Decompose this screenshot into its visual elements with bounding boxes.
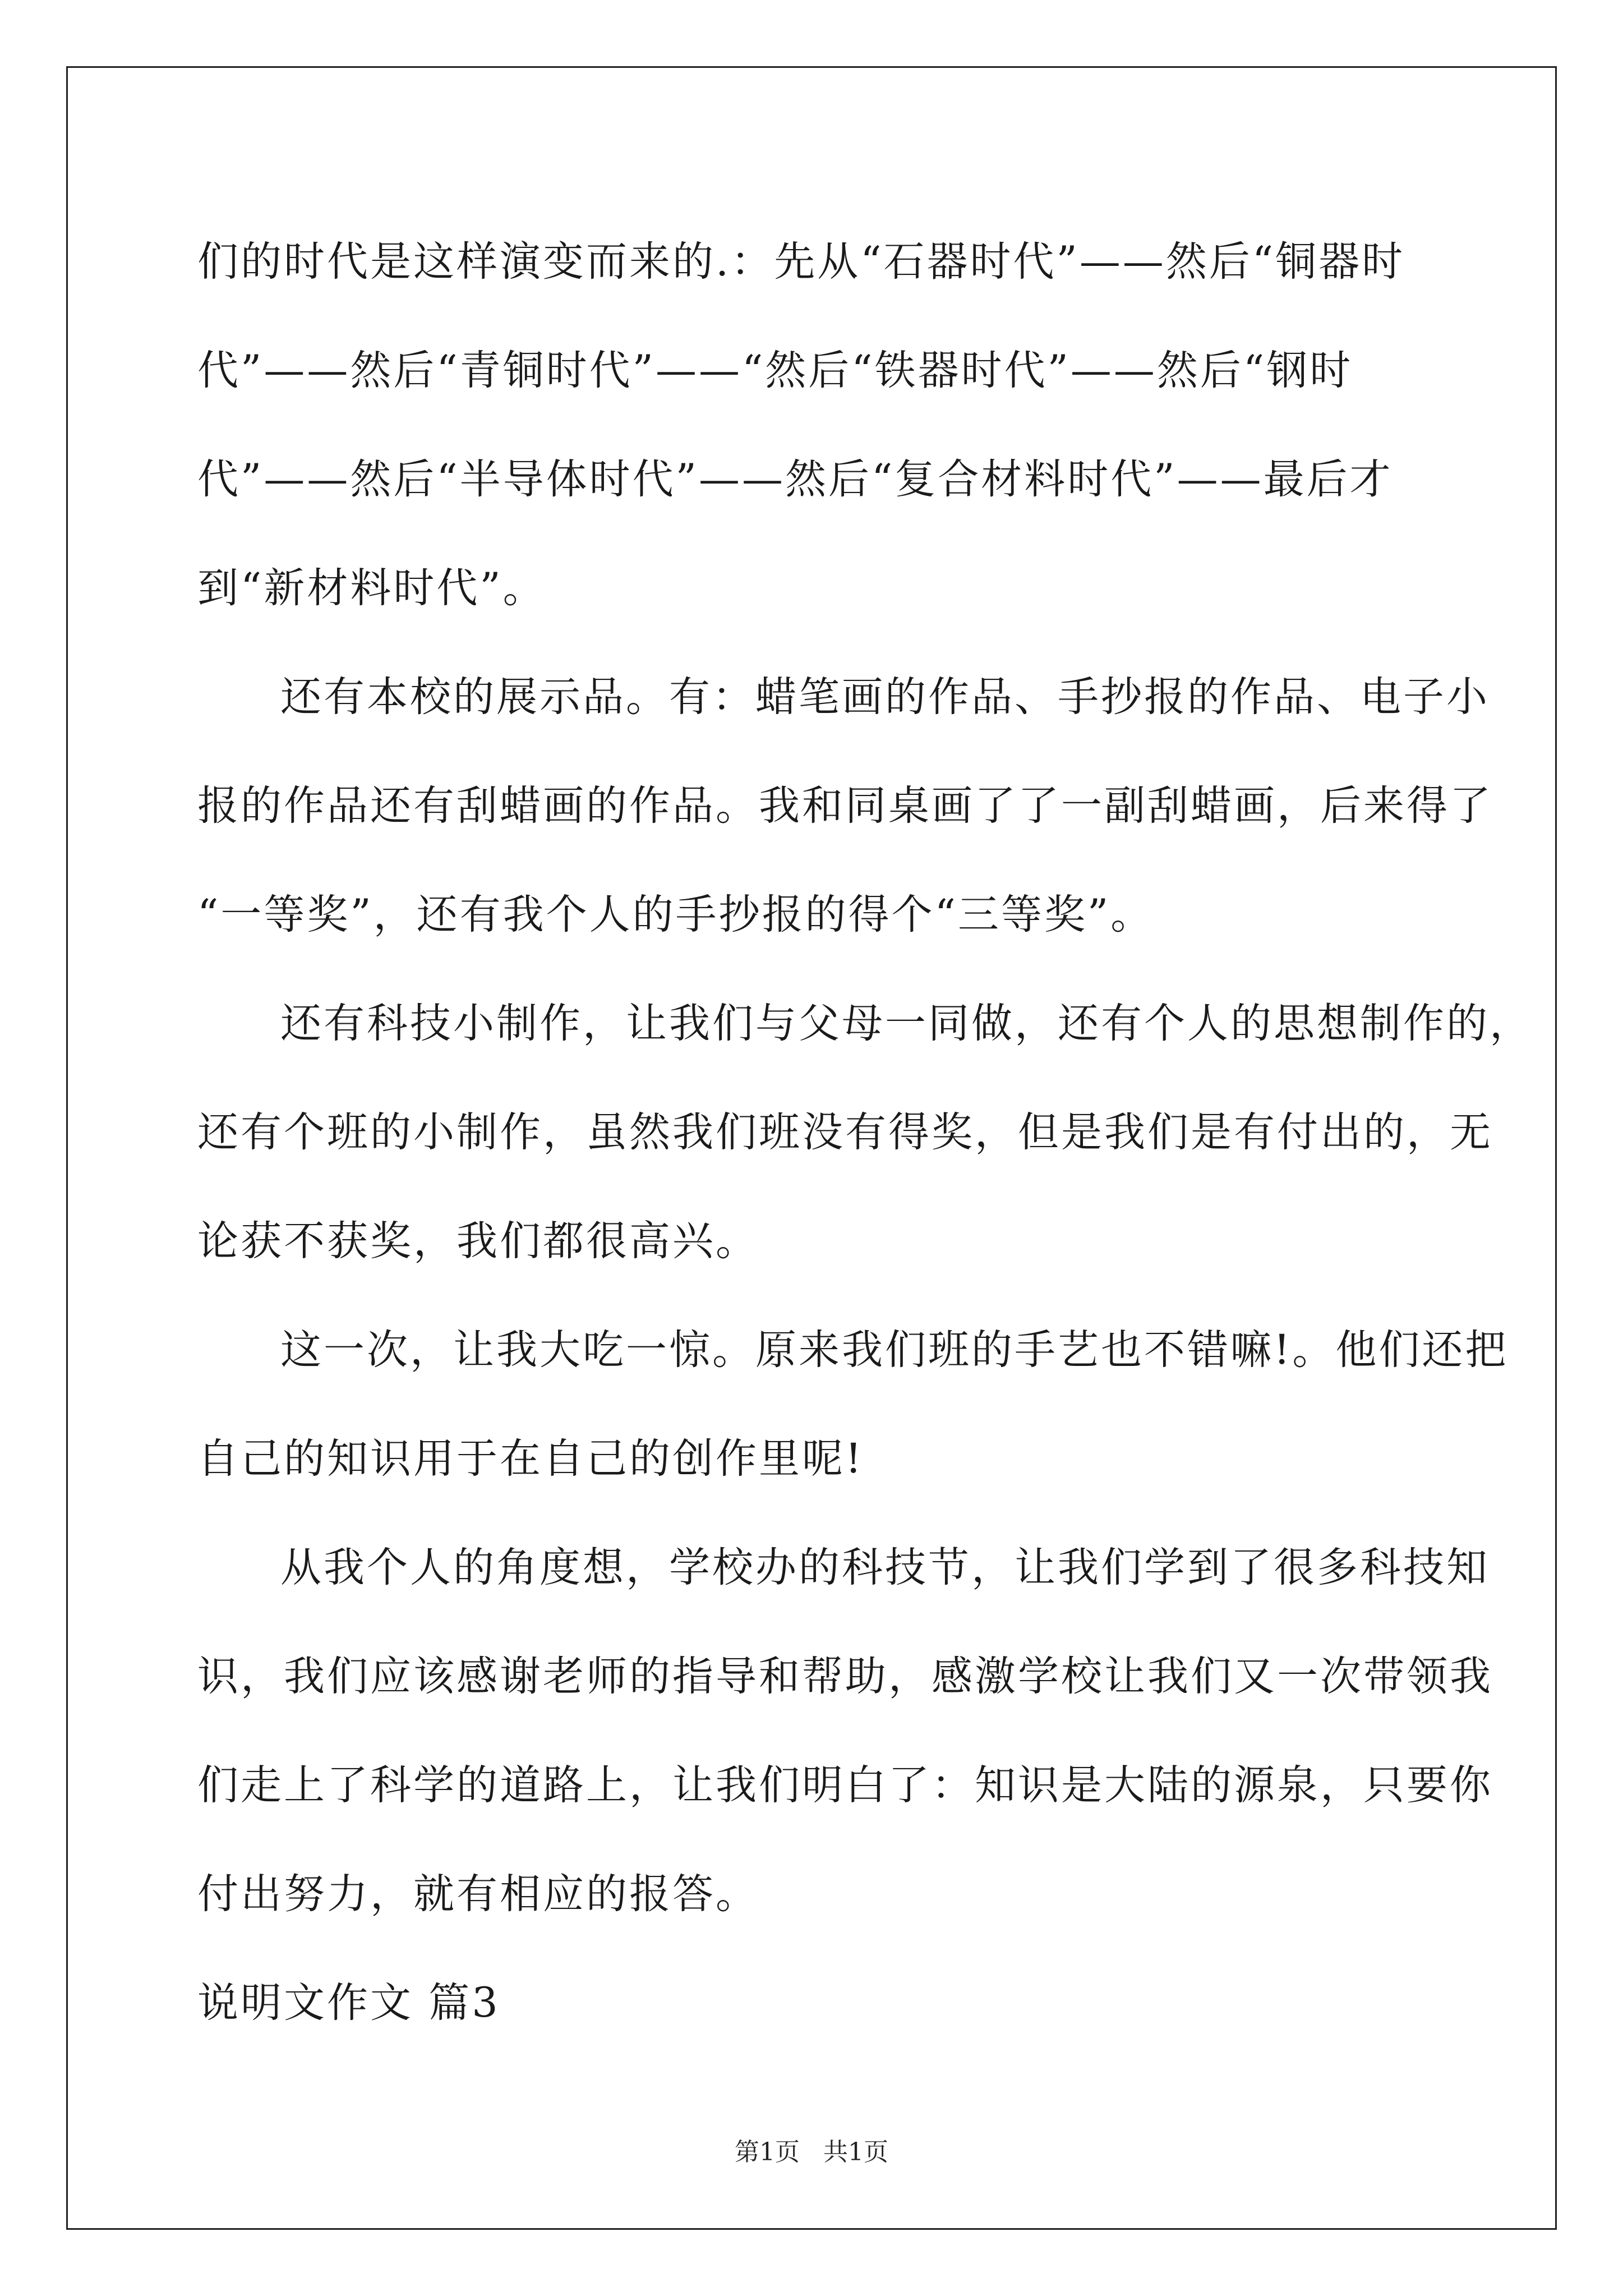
paragraph-line: 报的作品还有刮蜡画的作品。我和同桌画了了一副刮蜡画，后来得了 [197, 782, 1493, 830]
page-footer [0, 2132, 1623, 2168]
paragraph-line: 到“新材料时代”。 [197, 564, 546, 612]
paragraph-line: 从我个人的角度想，学校办的科技节，让我们学到了很多科技知 [280, 1544, 1490, 1591]
page-total: 共1页 [823, 2138, 888, 2166]
paragraph-line: 们的时代是这样演变而来的.：先从“石器时代”——然后“铜器时 [197, 238, 1405, 286]
paragraph-line: 代”——然后“半导体时代”——然后“复合材料时代”——最后才 [197, 455, 1393, 503]
paragraph-line: 还有本校的展示品。有：蜡笔画的作品、手抄报的作品、电子小 [280, 673, 1490, 721]
paragraph-line: 这一次，让我大吃一惊。原来我们班的手艺也不错嘛!。他们还把 [280, 1326, 1509, 1374]
paragraph [197, 1296, 1509, 1513]
document-body [197, 208, 1533, 2058]
paragraph [197, 208, 1431, 643]
paragraph [197, 1513, 1493, 1949]
paragraph-line: 付出努力，就有相应的报答。 [197, 1870, 759, 1918]
section-heading: 说明文作文 篇3 [197, 1979, 500, 2027]
paragraph-line: 代”——然后“青铜时代”——“然后“铁器时代”——然后“钢时 [197, 347, 1353, 394]
paragraph-line: 们走上了科学的道路上，让我们明白了：知识是大陆的源泉，只要你 [197, 1761, 1493, 1809]
page-number: 第1页 [735, 2138, 800, 2166]
paragraph-line: 还有个班的小制作，虽然我们班没有得奖，但是我们是有付出的，无 [197, 1108, 1493, 1156]
paragraph-line: 自己的知识用于在自己的创作里呢! [197, 1435, 864, 1483]
paragraph [197, 643, 1493, 969]
paragraphs [197, 208, 1533, 1949]
paragraph [197, 969, 1533, 1296]
paragraph-line: 还有科技小制作，让我们与父母一同做，还有个人的思想制作的， [280, 1000, 1533, 1047]
paragraph-line: 识，我们应该感谢老师的指导和帮助，感激学校让我们又一次带领我 [197, 1653, 1493, 1700]
paragraph-line: 论获不获奖，我们都很高兴。 [197, 1217, 759, 1265]
paragraph-line: “一等奖”，还有我个人的手抄报的得个“三等奖”。 [197, 891, 1154, 938]
